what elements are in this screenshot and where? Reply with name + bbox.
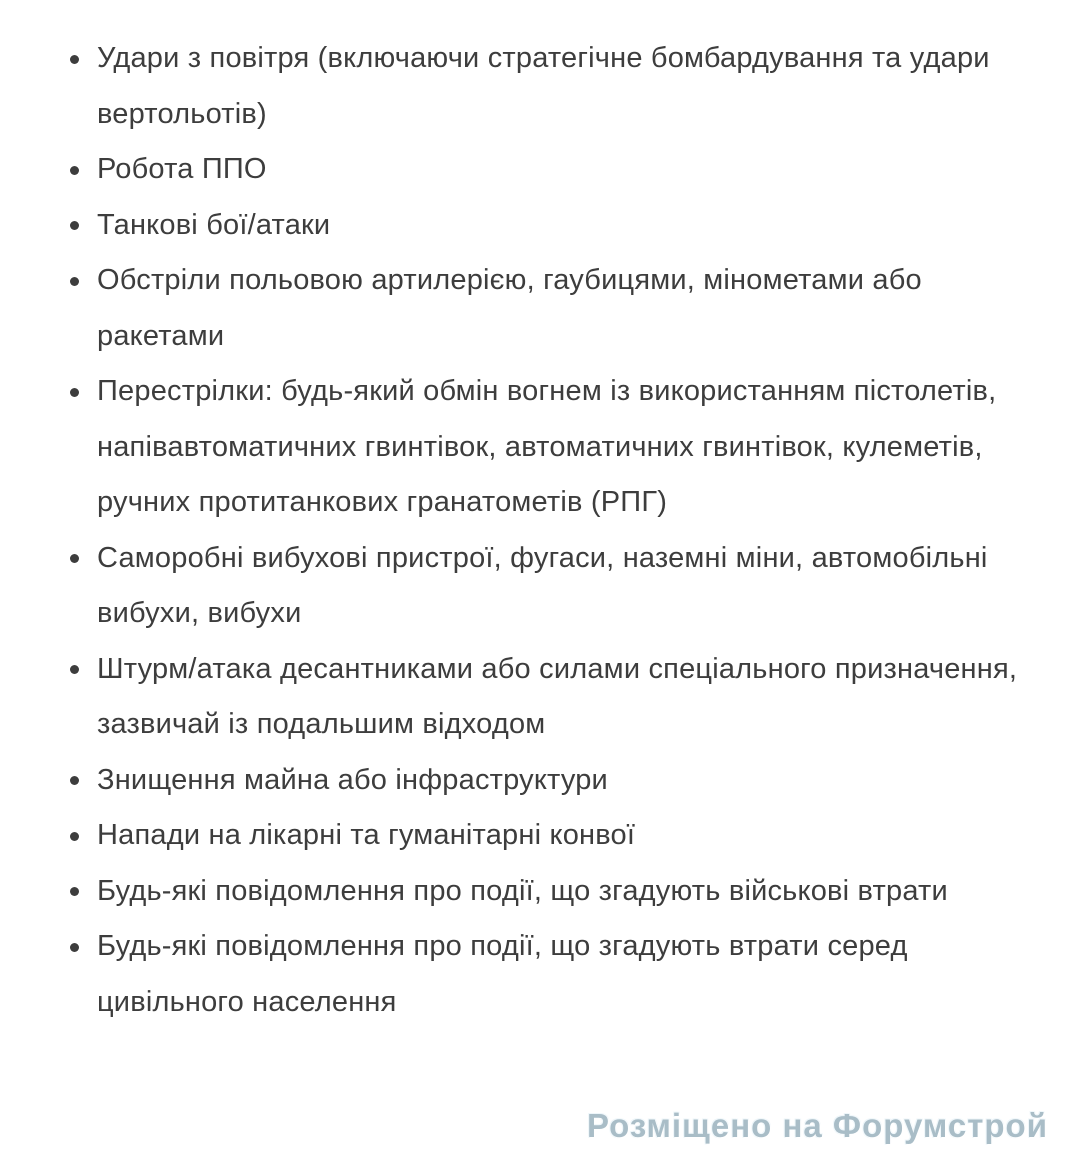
bullet-icon — [70, 166, 79, 175]
bullet-icon — [70, 943, 79, 952]
bullet-icon — [70, 277, 79, 286]
bullet-icon — [70, 832, 79, 841]
list-item-text: Удари з повітря (включаючи стратегічне бомбардування та удари вертольотів) — [97, 42, 990, 130]
watermark: Розміщено на Форумстрой — [586, 1107, 1048, 1144]
event-type-list — [70, 31, 1020, 1030]
list-item — [70, 753, 1020, 809]
bullet-icon — [70, 665, 79, 674]
list-item — [70, 864, 1020, 920]
list-item — [70, 253, 1020, 364]
list-item-text: Обстріли польовою артилерією, гаубицями, мінометами або ракетами — [97, 264, 922, 352]
list-item-text: Штурм/атака десантниками або силами спеціального призначення, зазвичай із подальшим відходом — [97, 652, 1018, 740]
list-item-text: Танкові бої/атаки — [97, 208, 331, 241]
list-item-text: Перестрілки: будь-який обмін вогнем із використанням пістолетів, напівавтоматичних гвинтівок, автоматичних гвинтівок, кулеметів, ручних протитанкових гранатометів (РПГ) — [97, 375, 997, 518]
list-item-text: Робота ППО — [97, 153, 267, 185]
list-item — [70, 142, 1020, 198]
list-item-text: Будь-які повідомлення про події, що згадують військові втрати — [97, 874, 948, 907]
list-item-text: Будь-які повідомлення про події, що згадують втрати серед цивільного населення — [97, 930, 908, 1018]
list-item-text: Знищення майна або інфраструктури — [97, 763, 608, 796]
list-item — [70, 531, 1020, 642]
bullet-icon — [70, 388, 79, 397]
list-item — [70, 364, 1020, 531]
list-item-text: Саморобні вибухові пристрої, фугаси, наземні міни, автомобільні вибухи, вибухи — [97, 541, 988, 629]
list-item — [70, 919, 1020, 1030]
bullet-icon — [70, 221, 79, 230]
list-item — [70, 31, 1020, 142]
bullet-icon — [70, 554, 79, 563]
bullet-icon — [70, 887, 79, 896]
list-item-text: Напади на лікарні та гуманітарні конвої — [97, 819, 636, 851]
list-item — [70, 198, 1020, 254]
bullet-icon — [70, 776, 79, 785]
bullet-icon — [70, 55, 79, 64]
list-item — [70, 808, 1020, 864]
list-item — [70, 642, 1020, 753]
